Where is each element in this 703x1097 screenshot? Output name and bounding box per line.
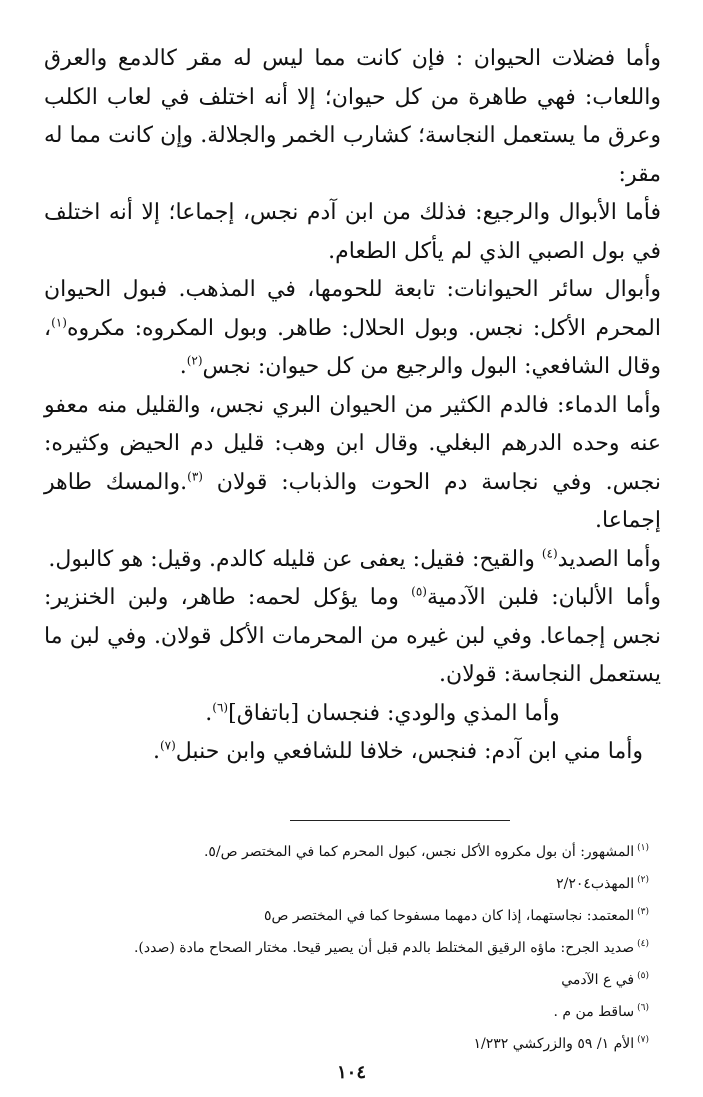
paragraph-text: وأما الدماء: فالدم الكثير من الحيوان البري نجس، والقليل منه معفو عنه وحده الدرهم البغلي. وقال ابن وهب: قليل دم الحيض وكثيره: نجس. وفي نجاسة دم الحوت والذباب: قولان	[44, 392, 661, 495]
paragraph	[44, 194, 661, 271]
paragraph-text: .	[179, 354, 187, 379]
footnote-number: (١)	[637, 843, 649, 854]
footnote	[44, 900, 661, 932]
paragraph-text: .والمسك طاهر إجماعا.	[44, 469, 661, 533]
footnote-number: (٧)	[637, 1035, 649, 1046]
paragraph-text: وأما الصديد	[557, 546, 661, 572]
footnote-text: في ع الآدمي	[561, 972, 635, 988]
paragraph-text: فأما الأبوال والرجيع: فذلك من ابن آدم نجس، إجماعا؛ إلا أنه اختلف في بول الصبي الذي لم يأكل الطعام.	[44, 200, 661, 264]
paragraph-text: وأما فضلات الحيوان : فإن كانت مما ليس له مقر كالدمع والعرق واللعاب: فهي طاهرة من كل حيوان؛ إلا أنه اختلف في لعاب الكلب وعرق ما يستعمل النجاسة؛ كشارب الخمر والجلالة. وإن كانت مما له مقر:	[44, 46, 661, 187]
paragraph-text: والقيح: فقيل: يعفى عن قليله كالدم. وقيل: هو كالبول.	[48, 546, 542, 572]
footnote-number: (٤)	[637, 939, 649, 950]
footnote-text: ساقط من م .	[553, 1004, 635, 1020]
paragraph-text: وأما المذي والودي: فنجسان [باتفاق]	[228, 700, 560, 726]
footnote-separator	[290, 820, 510, 821]
footnote-marker: (٥)	[411, 584, 427, 599]
footnotes	[44, 836, 661, 1060]
footnote-marker: (٢)	[186, 353, 203, 368]
footnote-marker: (٤)	[541, 546, 558, 561]
footnote	[44, 964, 661, 996]
footnote-number: (٣)	[637, 907, 649, 918]
paragraph-text: .	[152, 739, 160, 764]
footnote	[44, 1028, 661, 1060]
paragraph-text: ، وقال الشافعي: البول والرجيع من كل حيوان: نجس	[44, 315, 661, 379]
footnote-number: (٢)	[637, 875, 649, 886]
footnote	[44, 868, 661, 900]
footnote-text: صديد الجرح: ماؤه الرقيق المختلط بالدم قبل أن يصير قيحا. مختار الصحاح مادة (صدد).	[133, 940, 635, 956]
footnote	[44, 932, 661, 964]
footnote	[44, 836, 661, 868]
paragraph	[44, 579, 661, 695]
footnote-marker: (٦)	[212, 700, 229, 715]
paragraph	[44, 695, 661, 734]
footnote-number: (٥)	[637, 971, 649, 982]
footnote-marker: (٧)	[159, 738, 176, 753]
paragraph-text: وأما مني ابن آدم: فنجس، خلافا للشافعي وابن حنبل	[175, 739, 643, 764]
footnote-marker: (١)	[51, 315, 67, 330]
paragraph	[44, 387, 661, 541]
main-text	[44, 40, 661, 772]
footnote-marker: (٣)	[187, 469, 203, 484]
footnote-text: المعتمد: نجاستهما، إذا كان دمهما مسفوحا كما في المختصر ص٥	[263, 908, 635, 924]
footnote	[44, 996, 661, 1028]
paragraph-text: .	[205, 700, 213, 726]
paragraph	[44, 733, 661, 772]
paragraph	[44, 40, 661, 194]
footnote-number: (٦)	[637, 1003, 649, 1014]
paragraph	[44, 271, 661, 387]
paragraph-text: وأبوال سائر الحيوانات: تابعة للحومها، في المذهب. فبول الحيوان المحرم الأكل: نجس. وبول الحلال: طاهر. وبول المكروه: مكروه	[44, 277, 661, 341]
footnote-text: المهذب٢/٢٠٤	[556, 876, 635, 892]
footnote-text: الأم ١/ ٥٩ والزركشي ١/٢٣٢	[473, 1036, 635, 1052]
page-number: ١٠٤	[336, 1062, 366, 1083]
paragraph-text: وأما الألبان: فلبن الآدمية	[426, 585, 661, 610]
paragraph	[44, 541, 661, 580]
footnote-text: المشهور: أن بول مكروه الأكل نجس، كبول المحرم كما في المختصر ص/٥.	[203, 844, 635, 860]
paragraph-text: وما يؤكل لحمه: طاهر، ولبن الخنزير: نجس إجماعا. وفي لبن غيره من المحرمات الأكل قولان. وفي لبن ما يستعمل النجاسة: قولان.	[44, 585, 661, 687]
